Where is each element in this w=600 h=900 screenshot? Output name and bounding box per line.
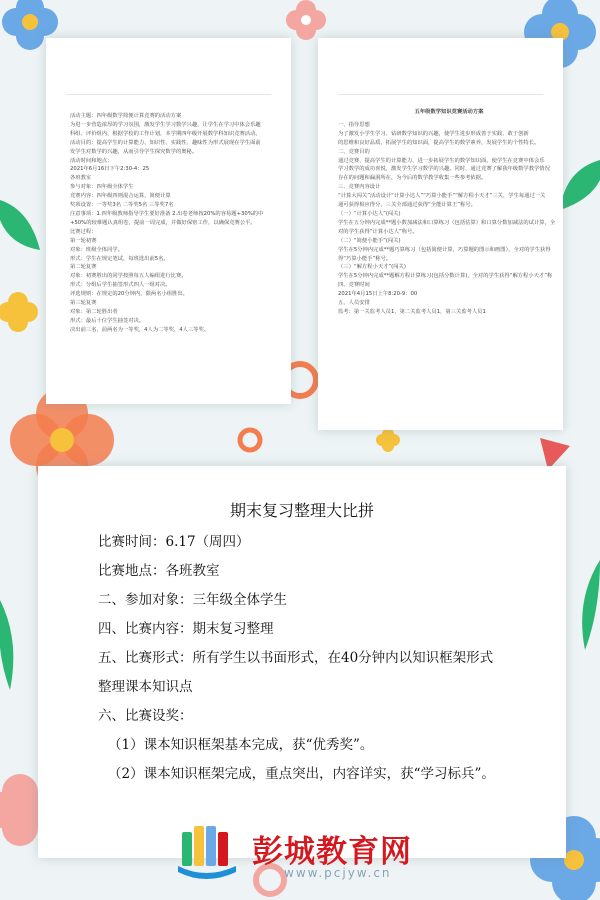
document-line: 评选规则：在规定的20分钟内，限两名小组胜出。 xyxy=(70,291,188,298)
document-line: （二）“简便小能手”(闯关) xyxy=(338,237,401,244)
document-line: 学生在5分钟内完成**题解方程计算练习(包括分数计算)，全对的学生获得“解方程小天才”称 xyxy=(338,273,553,280)
yellow-flower-icon xyxy=(0,292,38,332)
document-line: 对象：班级全体同学。 xyxy=(70,246,123,253)
site-logo xyxy=(174,820,434,886)
document-line: 发学生对数学的兴趣，从而引导学生探究数学的奥秘。 xyxy=(70,148,198,155)
orange-ring-icon xyxy=(240,430,260,450)
green-leaf-icon xyxy=(0,200,40,250)
document-line: 奖项设置：一等奖3名 二等奖5名 三等奖7名 xyxy=(70,202,174,209)
document-line: 学生在5分钟内完成**题巧算练习（包括简便计算，巧算题的图示和画图），全对的学生获得 xyxy=(338,246,551,253)
document-line: 2021年4月15日上午8:20-9：00 xyxy=(338,291,418,298)
document-line: 第三轮复赛 xyxy=(70,300,97,307)
green-leaf-icon xyxy=(582,560,600,650)
document-page-3 xyxy=(38,466,566,858)
document-line: 二、参加对象：三年级全体学生 xyxy=(98,592,287,608)
document-line: 五、比赛形式：所有学生以书面形式，在40分钟内以知识框架形式 xyxy=(98,650,494,666)
document-line: 三、竞赛内容设计 xyxy=(338,184,381,191)
document-line: （1）课本知识框架基本完成，获“优秀奖”。 xyxy=(108,737,374,753)
document-line: 五、人员安排 xyxy=(338,300,370,307)
document-line: 形式：学生在规定笔试，每班选出前5名。 xyxy=(70,255,169,262)
document-3-text xyxy=(98,528,546,789)
document-line: 竞赛内容：四年级四则混合运算、简便计算 xyxy=(70,193,171,200)
books-logo-icon xyxy=(174,822,244,880)
green-leaf-icon xyxy=(0,600,13,690)
document-line: 活动时间和地点： xyxy=(70,157,113,164)
document-line: 对象：第二轮胜出者 xyxy=(70,308,118,315)
document-page-2 xyxy=(318,38,563,430)
document-line: 二、竞赛目的 xyxy=(338,148,370,155)
document-line: 学生在五分钟内完成**题小数加减法和口算练习（包括估算）和口算分数加减法的试计算，全 xyxy=(338,219,556,226)
document-line: 的思维和良好品质，拓展学生的知识面，提高学生的数学素养，发展学生的个性特长。 xyxy=(338,139,540,146)
pink-flower-icon xyxy=(286,0,326,40)
document-line: “计算大闯关”活动设计“计算小达人”“巧算小能手”“解方程小天才”三关，学生每通过一关 xyxy=(338,193,546,200)
document-page-1 xyxy=(46,38,291,404)
document-title: 期末复习整理大比拼 xyxy=(229,501,374,520)
document-line: 通可获得相应得分，三关全部通过获得“全能计算王”称号。 xyxy=(338,202,476,209)
document-line: （一）“计算小达人”(闯关) xyxy=(338,210,401,217)
document-2-text xyxy=(338,108,560,317)
document-line: 科组、评价组内，根据学校的工作计划，本学期四年级开展数学科知识竞赛活动。 xyxy=(70,130,261,137)
document-line: 六、比赛设奖： xyxy=(98,708,193,724)
document-line: +50%的较难题认真组卷，提前一周完成，并做好保密工作，以确保竞赛公平。 xyxy=(70,219,256,226)
document-line: 比赛过程： xyxy=(70,228,97,235)
document-line: 比赛地点：各班教室 xyxy=(98,563,220,579)
document-line: 存在的问题和漏洞所在，为今后的数学教学收集一些参考依据。 xyxy=(338,175,487,182)
document-line: （三）“解方程小天才”(闯关) xyxy=(338,264,406,271)
logo-url: www.pcjyw.cn xyxy=(284,866,392,880)
document-line: 学习数学的成功喜悦，激发学生学习数学的兴趣。同时，通过竞赛了解我年级数学教学情况 xyxy=(338,166,550,173)
document-line: 形式：分组后学生抽签形式四人一组对决。 xyxy=(70,282,171,289)
document-line: 对的学生获得“计算小达人”称号。 xyxy=(338,228,418,235)
document-line: 活动目的：提高学生的计算能力、知识性、实践性、趣味性为形式展现在学生面前 xyxy=(70,139,261,146)
logo-text: 彭城教育网 xyxy=(252,834,412,870)
document-line: 为进一步营造浓厚的学习氛围，激发学生学习数学兴趣，让学生在学习中体会乐趣 xyxy=(70,121,261,128)
document-line: 形式：最后十位学生抽签对决。 xyxy=(70,317,145,324)
document-line: 为了激发小学生学习、钻研数学知识的兴趣，使学生进步形成善于实践、敢于创新 xyxy=(338,130,529,137)
document-1-text xyxy=(70,112,282,335)
document-line: 得“巧算小能手”称号。 xyxy=(338,255,392,262)
document-line: 参与对象：四年级全体学生 xyxy=(70,184,134,191)
document-line: 监考：第一关监考人员1，第二关监考人员1，第三关监考人员1 xyxy=(338,308,486,315)
document-line: 一、指导思想 xyxy=(338,121,370,128)
yellow-flower-icon xyxy=(376,428,400,452)
document-line: 各班教室 xyxy=(70,175,92,182)
document-line: （2）课本知识框架完成，重点突出，内容详实，获“学习标兵”。 xyxy=(108,766,495,782)
document-line: 决出前三名，前两名为一等奖，4人为二等奖，4人三等奖。 xyxy=(70,326,210,333)
header-divider xyxy=(338,94,543,95)
document-line: 活动主题：四年级数学简便计算竞赛的活动方案 xyxy=(70,113,182,119)
document-line: 比赛时间：6.17（周四） xyxy=(98,534,250,550)
green-leaf-icon xyxy=(560,160,600,210)
document-line: 2021年6月16日下午2:30-4：25 xyxy=(70,166,150,173)
document-line: 注意事项：1.四年级教师指导学生要好准备 2.出卷老师按20%的容易题+30%的中 xyxy=(70,210,264,217)
document-title: 五年级数学知识竞赛活动方案 xyxy=(414,109,484,115)
document-line: 四、比赛内容：期末复习整理 xyxy=(98,621,274,637)
document-line: 第一轮初赛 xyxy=(70,237,97,244)
document-line: 整理课本知识点 xyxy=(98,679,193,695)
header-divider xyxy=(66,94,271,95)
document-line: 通过竞赛，提高学生的计算能力，进一步拓展学生的数学知识面，使学生在竞赛中体会乐 xyxy=(338,157,545,164)
document-line: 对象：初赛胜出的同学按照每五人编组进行比赛。 xyxy=(70,273,187,280)
document-line: 第二轮复赛 xyxy=(70,264,97,271)
document-line: 四、竞赛时间 xyxy=(338,282,370,289)
